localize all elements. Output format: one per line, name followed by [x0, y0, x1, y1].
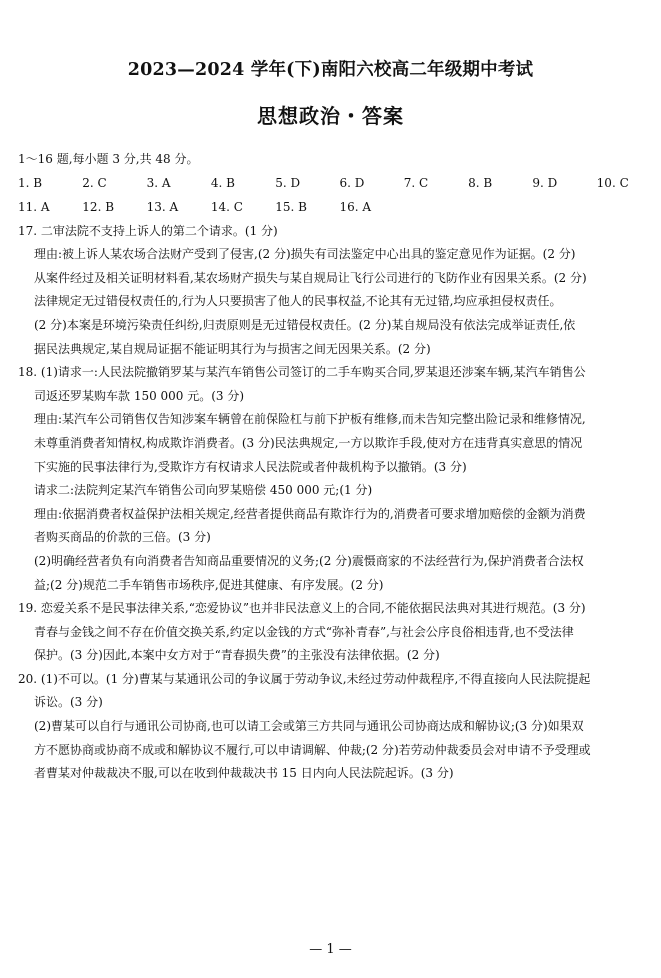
- q17-line: 据民法典规定,某自规局证据不能证明其行为与损害之间无因果关系。(2 分): [34, 341, 431, 356]
- q19-line: 19. 恋爱关系不是民事法律关系,“恋爱协议”也并非民法意义上的合同,不能依据民法典对其进行规范。(3 分): [18, 601, 586, 616]
- choice-answer: 5. D: [275, 175, 301, 190]
- choice-answer: 13. A: [146, 199, 179, 214]
- choice-answer: 11. A: [18, 199, 50, 214]
- choice-intro: 1～16 题,每小题 3 分,共 48 分。: [18, 152, 199, 166]
- q18-line: (2)明确经营者负有向消费者告知商品重要情况的义务;(2 分)震慑商家的不法经营行为,保护消费者合法权: [34, 553, 584, 568]
- choice-answer: 1. B: [18, 175, 43, 190]
- q18-line: 未尊重消费者知情权,构成欺诈消费者。(3 分)民法典规定,一方以欺诈手段,使对方在违背真实意思的情况: [34, 435, 583, 450]
- page-number: — 1 —: [309, 942, 352, 957]
- q20-line: 者曹某对仲裁裁决不服,可以在收到仲裁裁决书 15 日内向人民法院起诉。(3 分): [34, 766, 454, 781]
- q19-line: 青春与金钱之间不存在价值交换关系,约定以金钱的方式“弥补青春”,与社会公序良俗相违背,也不受法律: [34, 624, 574, 639]
- choice-answer: 12. B: [82, 199, 115, 214]
- q20-line: 20. (1)不可以。(1 分)曹某与某通讯公司的争议属于劳动争议,未经过劳动仲裁程序,不得直接向人民法院提起: [18, 671, 591, 686]
- q17-line: 17. 二审法院不支持上诉人的第二个请求。(1 分): [18, 223, 278, 238]
- choice-answer: 8. B: [468, 175, 493, 190]
- q18-line: 下实施的民事法律行为,受欺诈方有权请求人民法院或者仲裁机构予以撤销。(3 分): [34, 459, 467, 474]
- q19-line: 保护。(3 分)因此,本案中女方对于“青春损失费”的主张没有法律依据。(2 分): [34, 648, 440, 663]
- choice-answer: 10. C: [596, 175, 629, 190]
- choice-answer: 7. C: [403, 175, 429, 190]
- q18-line: 益;(2 分)规范二手车销售市场秩序,促进其健康、有序发展。(2 分): [34, 577, 384, 592]
- q18-line: 理由:依据消费者权益保护法相关规定,经营者提供商品有欺诈行为的,消费者可要求增加赔偿的金额为消费: [34, 506, 586, 521]
- choice-answer: 9. D: [532, 175, 558, 190]
- choice-answer: 14. C: [210, 199, 243, 214]
- q18-line: 18. (1)请求一:人民法院撤销罗某与某汽车销售公司签订的二手车购买合同,罗某退还涉案车辆,某汽车销售公: [18, 365, 586, 380]
- q17-line: (2 分)本案是环境污染责任纠纷,归责原则是无过错侵权责任。(2 分)某自规局没有依法完成举证责任,依: [34, 317, 576, 332]
- choice-answer: 15. B: [275, 199, 307, 214]
- q20-line: 诉讼。(3 分): [34, 695, 103, 710]
- q20-line: (2)曹某可以自行与通讯公司协商,也可以请工会或第三方共同与通讯公司协商达成和解协议;(3 分)如果双: [34, 719, 584, 734]
- q17-line: 理由:被上诉人某农场合法财产受到了侵害,(2 分)损失有司法鉴定中心出具的鉴定意见作为证据。(2 分): [34, 247, 576, 262]
- choice-answer: 2. C: [82, 175, 107, 190]
- choice-answer: 4. B: [210, 175, 235, 190]
- choice-answer: 3. A: [146, 175, 171, 190]
- choice-answers-row-2: [18, 196, 648, 220]
- choice-answers-row-1: [18, 172, 648, 196]
- page-title: 2023—2024 学年(下)南阳六校高二年级期中考试: [127, 60, 534, 80]
- answer-content: [18, 148, 648, 786]
- q20-line: 方不愿协商或协商不成或和解协议不履行,可以申请调解、仲裁;(2 分)若劳动仲裁委员会对申请不予受理或: [34, 742, 591, 757]
- q17-line: 从案件经过及相关证明材料看,某农场财产损失与某自规局让飞行公司进行的飞防作业有因果关系。(2 分): [34, 270, 587, 285]
- q18-line: 请求二:法院判定某汽车销售公司向罗某赔偿 450 000 元;(1 分): [34, 483, 373, 498]
- q18-line: 者购买商品的价款的三倍。(3 分): [34, 530, 211, 545]
- choice-answer: 16. A: [339, 199, 372, 214]
- q18-line: 理由:某汽车公司销售仅告知涉案车辆曾在前保险杠与前下护板有维修,而未告知完整出险记录和维修情况,: [34, 412, 586, 427]
- q18-line: 司返还罗某购车款 150 000 元。(3 分): [34, 388, 245, 403]
- page-subtitle: 思想政治・答案: [257, 104, 404, 128]
- q17-line: 法律规定无过错侵权责任的,行为人只要损害了他人的民事权益,不论其有无过错,均应承担侵权责任。: [34, 294, 562, 309]
- choice-answer: 6. D: [339, 175, 365, 190]
